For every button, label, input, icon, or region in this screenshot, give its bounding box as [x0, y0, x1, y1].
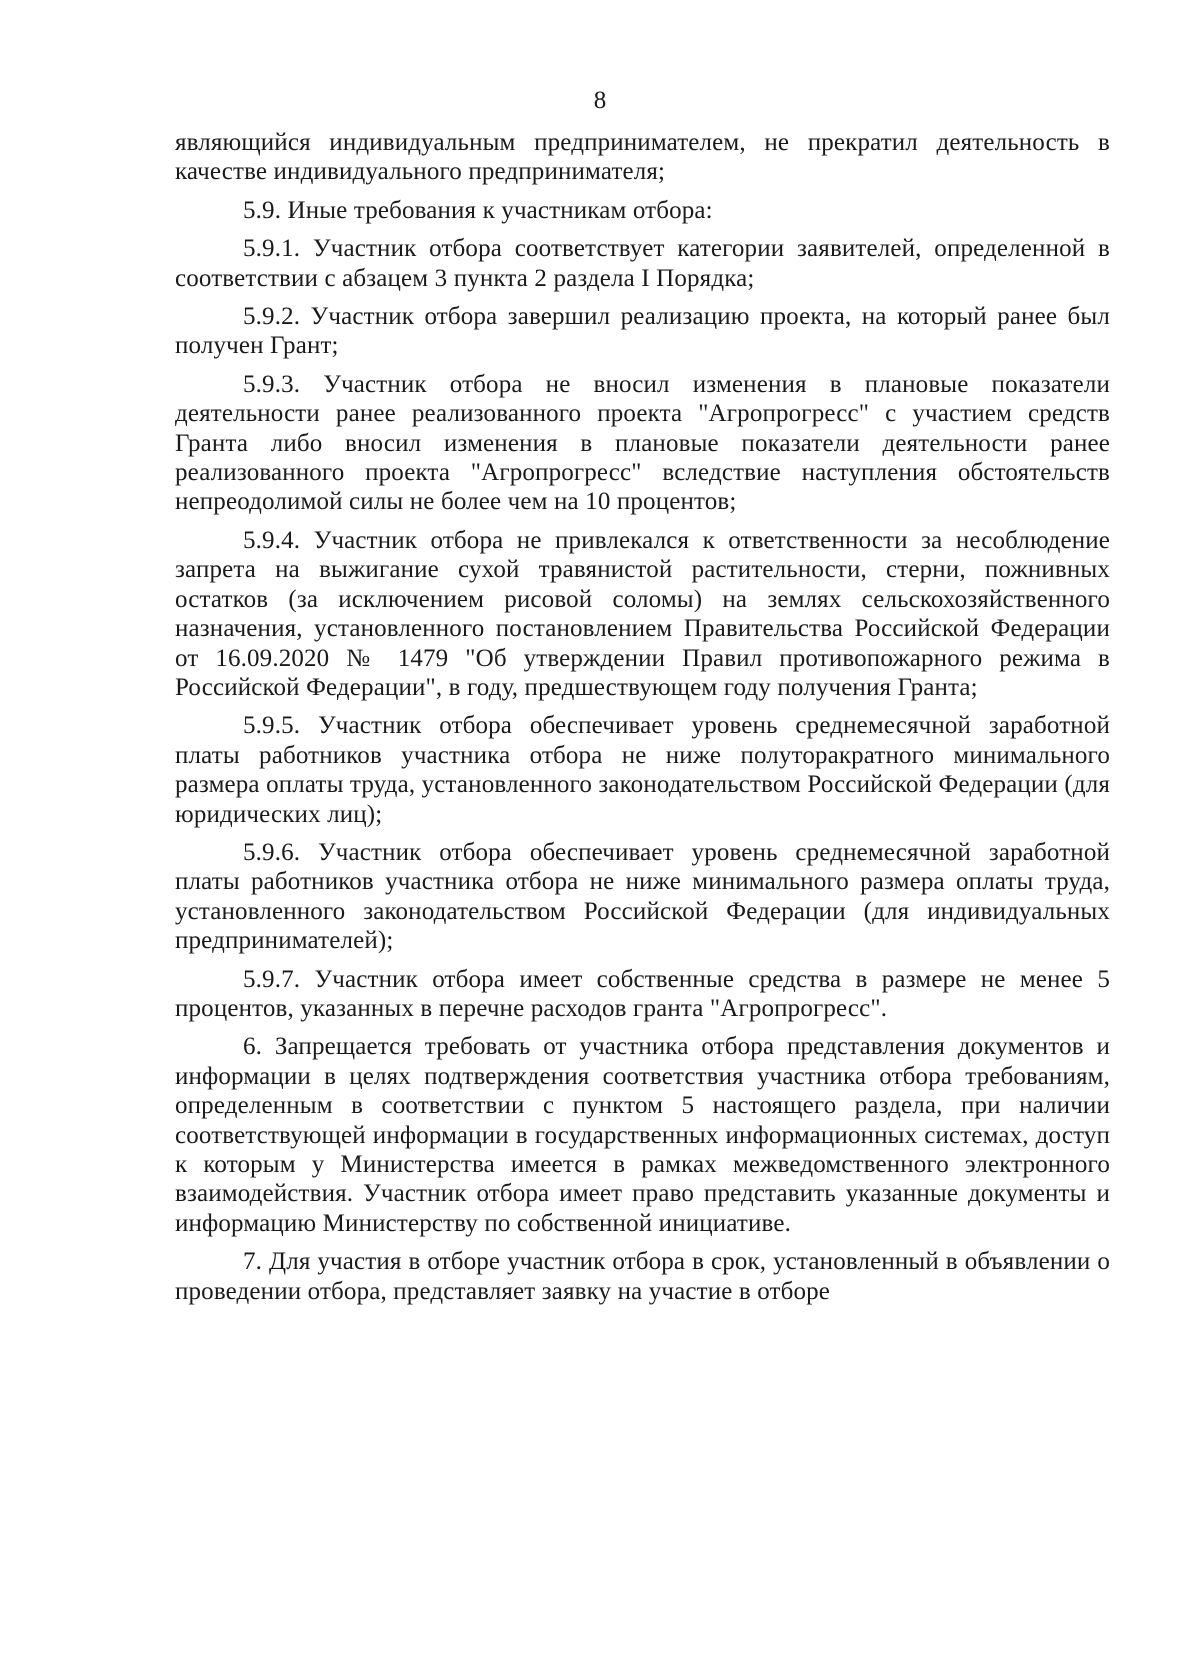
paragraph-5-9-2: 5.9.2. Участник отбора завершил реализацию проекта, на который ранее был получен Грант;	[175, 303, 1110, 360]
paragraph-7: 7. Для участия в отборе участник отбора в срок, установленный в объявлении о проведении отбора, представляет заявку на участие в отборе	[175, 1248, 1110, 1305]
paragraph-5-9: 5.9. Иные требования к участникам отбора:	[243, 196, 713, 224]
paragraph-5-9-7: 5.9.7. Участник отбора имеет собственные средства в размере не менее 5 процентов, указанных в перечне расходов гранта "Агропрогресс".	[175, 965, 1110, 1022]
paragraph-5-9-3: 5.9.3. Участник отбора не вносил изменения в плановые показатели деятельности ранее реализованного проекта "Агропрогресс" с участием средств Гранта либо вносил изменения в плановые показатели деятельности ранее реализованного проекта "Агропрогресс" вследствие наступления обстоятельств непреодолимой силы не более чем на 10 процентов;	[175, 370, 1110, 516]
paragraph-6: 6. Запрещается требовать от участника отбора представления документов и информации в целях подтверждения соответствия участника отбора требованиям, определенным в соответствии с пунктом 5 настоящего раздела, при наличии соответствующей информации в государственных информационных системах, доступ к которым у Министерства имеется в рамках межведомственного электронного взаимодействия. Участник отбора имеет право представить указанные документы и информацию Министерству по собственной инициативе.	[175, 1033, 1110, 1237]
paragraph-5-9-1: 5.9.1. Участник отбора соответствует категории заявителей, определенной в соответствии с абзацем 3 пункта 2 раздела I Порядка;	[175, 235, 1110, 292]
paragraph-5-9-4: 5.9.4. Участник отбора не привлекался к ответственности за несоблюдение запрета на выжигание сухой травянистой растительности, стерни, пожнивных остатков (за исключением рисовой соломы) на землях сельскохозяйственного назначения, установленного постановлением Правительства Российской Федерации от 16.09.2020 № 1479 "Об утверждении Правил противопожарного режима в Российской Федерации", в году, предшествующем году получения Гранта;	[175, 526, 1110, 701]
paragraph-5-9-6: 5.9.6. Участник отбора обеспечивает уровень среднемесячной заработной платы работников участника отбора не ниже минимального размера оплаты труда, установленного законодательством Российской Федерации (для индивидуальных предпринимателей);	[175, 838, 1110, 955]
paragraph-5-9-5: 5.9.5. Участник отбора обеспечивает уровень среднемесячной заработной платы работников участника отбора не ниже полуторакратного минимального размера оплаты труда, установленного законодательством Российской Федерации (для юридических лиц);	[175, 712, 1110, 828]
paragraph-continuation: являющийся индивидуальным предпринимателем, не прекратил деятельность в качестве индивидуального предпринимателя;	[175, 129, 1110, 186]
page-number: 8	[593, 87, 607, 114]
document-body	[175, 128, 1110, 1315]
